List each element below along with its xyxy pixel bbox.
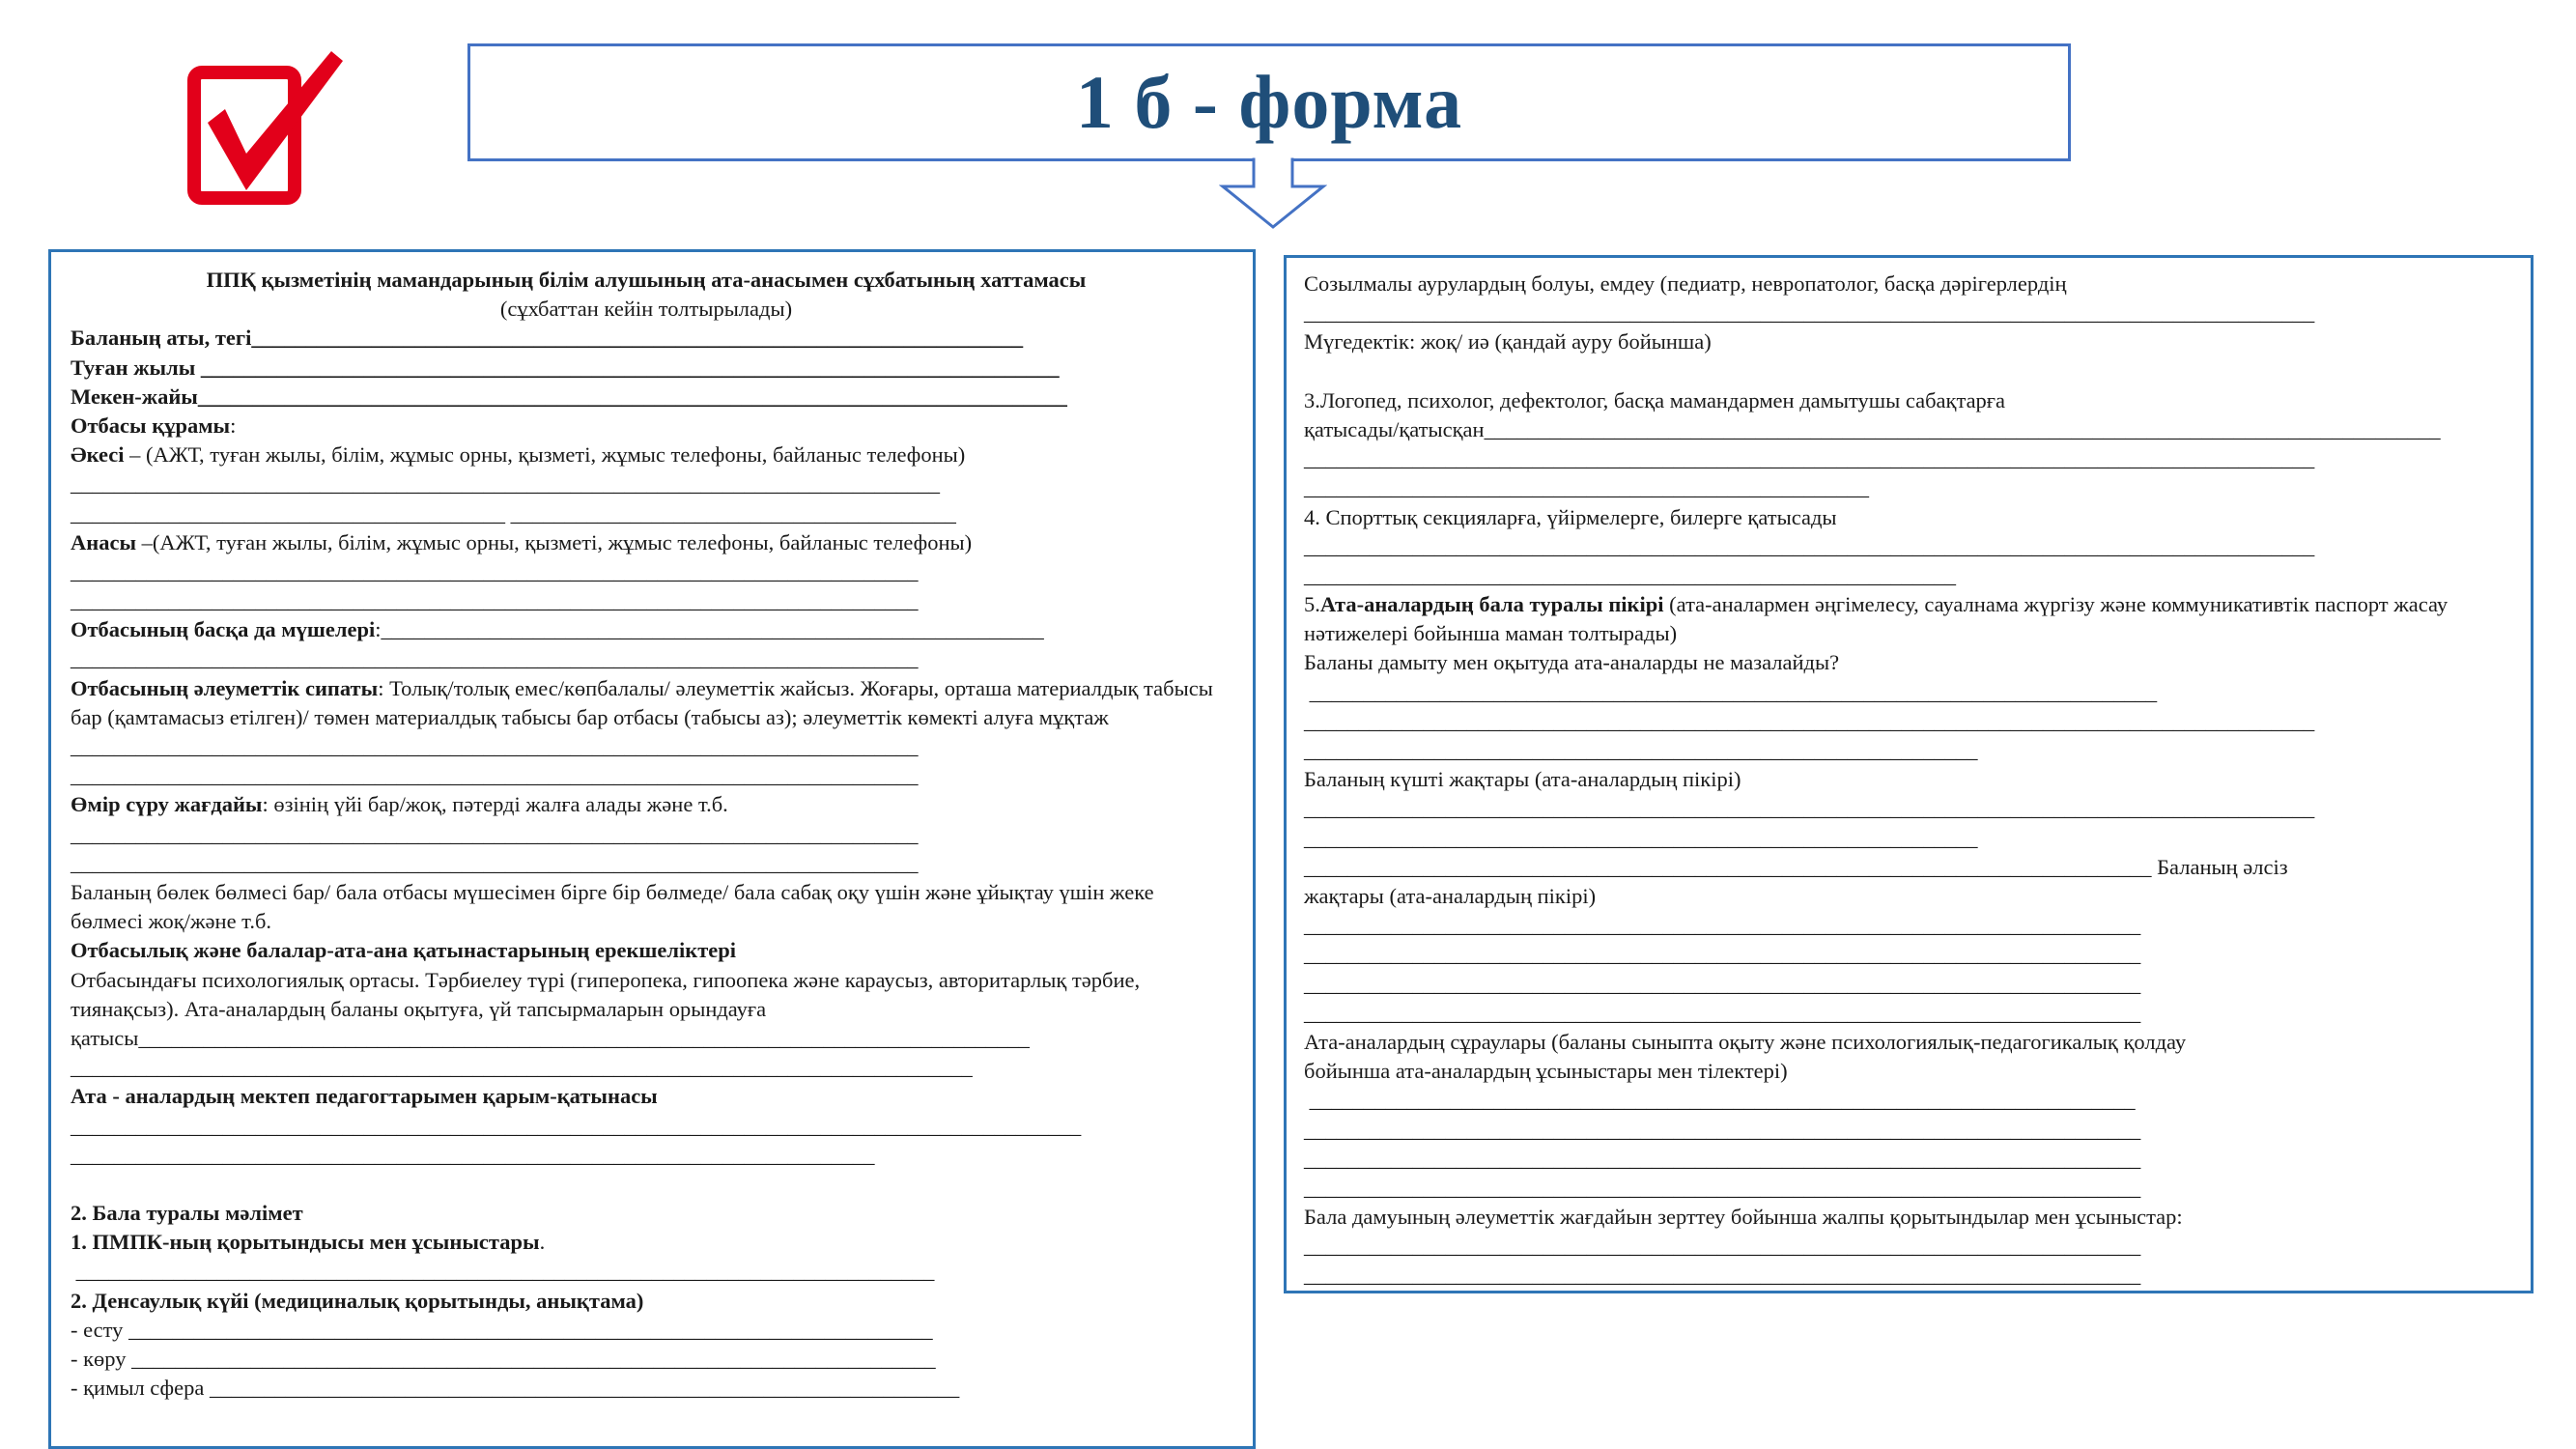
social-line-2[interactable]: ______________________________________________________________________________ [71,763,919,788]
title-banner [467,43,2071,161]
interview-protocol-panel [48,249,1256,1449]
participation-field[interactable]: қатысы__________________________________________________________________________________ [71,1025,1030,1050]
weaknesses-line-3[interactable]: _____________________________________________________________________________ [1304,971,2141,996]
specialists-line-2[interactable]: ____________________________________________________ [1304,475,1869,500]
sports-text: 4. Спорттық секцияларға, үйірмелерге, билерге қатысады [1304,504,1837,529]
psych-climate-text: Отбасындағы психологиялық ортасы. Тәрбиелеу түрі (гиперопека, гипоопека және караусыз, авторитарлық тәрбие, тиянақсыз). Ата-аналардың баланы оқытуға, үй тапсырмаларын орындауға [71,967,1141,1021]
living-conditions-text: Өмір сүру жағдайы: өзінің үйі бар/жоқ, пәтерді жалға алады және т.б. [71,792,728,817]
family-composition-label: Отбасы құрамы: [71,412,237,438]
other-members-field[interactable]: Отбасының басқа да мүшелері:_____________________________________________________________ [71,617,1044,642]
child-name-field[interactable]: Баланың аты, тегі_______________________________________________________________________ [71,326,1024,351]
other-members-line[interactable]: ______________________________________________________________________________ [71,646,919,671]
teacher-relations-line-2[interactable]: __________________________________________________________________________ [71,1142,875,1167]
social-line-1[interactable]: ______________________________________________________________________________ [71,734,919,759]
strengths-line-1[interactable]: _____________________________________________________________________________________________ [1304,796,2315,821]
page-title: 1 б - форма [1075,60,1463,144]
conclusions-line-1[interactable]: _____________________________________________________________________________ [1304,1234,2141,1259]
chronic-diseases-text: Созылмалы аурулардың болуы, емдеу (педиатр, невропатолог, басқа дәрігерлердің [1304,271,2067,296]
relations-heading: Отбасылық және балалар-ата-ана қатынастарының ерекшеліктері [71,938,737,963]
address-field[interactable]: Мекен-жайы________________________________________________________________________________ [71,384,1067,409]
motor-field[interactable]: - қимыл сфера _____________________________________________________________________ [71,1376,960,1401]
chronic-line[interactable]: _____________________________________________________________________________________________ [1304,300,2315,326]
social-status-text: Отбасының әлеуметтік сипаты: Толық/толық емес/көпбалалы/ әлеуметтік жайсыз. Жоғары, орташа материалдық табысы бар (қамтамасыз етілген)/ төмен материалдық табысы бар отбасы (табысы аз); әлеуметтік көмекті алуға мұқтаж [71,675,1213,729]
parents-opinion-text: 5.Ата-аналардың бала туралы пікірі (ата-аналармен әңгімелесу, сауалнама жүргізу және коммуникативтік паспорт жасау нәтижелері бойынша маман толтырады) [1304,592,2449,646]
mother-info-label: Анасы –(АЖТ, туған жылы, білім, жұмыс орны, қызметі, жұмыс телефоны, байланыс телефоны) [71,529,973,554]
down-arrow-icon [1219,157,1327,230]
living-line-2[interactable]: ______________________________________________________________________________ [71,850,919,875]
protocol-subheading: (сұхбаттан кейін толтырылады) [499,297,793,322]
health-heading: 2. Денсаулық күйі (медициналық қорытынды, анықтама) [71,1288,644,1313]
requests-text: Ата-аналардың сұраулары (баланы сыныпта оқыту және психологиялық-педагогикалық қолдау бойынша ата-аналардың ұсыныстары мен тілектері) [1304,1029,2187,1084]
attends-field[interactable]: қатысады/қатысқан________________________________________________________________________________________ [1304,416,2441,441]
mother-line-2[interactable]: ______________________________________________________________________________ [71,588,919,613]
hearing-field[interactable]: - есту __________________________________________________________________________ [71,1317,933,1342]
vision-field[interactable]: - көру __________________________________________________________________________ [71,1347,936,1372]
requests-line-2[interactable]: _____________________________________________________________________________ [1304,1117,2141,1142]
requests-line-4[interactable]: _____________________________________________________________________________ [1304,1175,2141,1200]
father-info-label: Әкесі – (АЖТ, туған жылы, білім, жұмыс орны, қызметі, жұмыс телефоны, байланыс телефоны) [71,442,966,468]
participation-line[interactable]: ___________________________________________________________________________________ [71,1055,973,1080]
sports-line-1[interactable]: _____________________________________________________________________________________________ [1304,533,2315,558]
requests-line-3[interactable]: _____________________________________________________________________________ [1304,1146,2141,1171]
child-info-panel [1284,255,2534,1293]
specialists-line-1[interactable]: _____________________________________________________________________________________________ [1304,446,2315,471]
teacher-relations-heading: Ата - аналардың мектеп педагогтарымен қарым-қатынасы [71,1084,658,1109]
worries-line-3[interactable]: ______________________________________________________________ [1304,738,1978,763]
weaknesses-line-2[interactable]: _____________________________________________________________________________ [1304,942,2141,967]
weaknesses-line-1[interactable]: _____________________________________________________________________________ [1304,913,2141,938]
weaknesses-field[interactable]: ______________________________________________________________________________ Баланың әлсіз [1304,854,2288,879]
father-line-1[interactable]: ________________________________________________________________________________ [71,471,940,497]
disability-text: Мүгедектік: жоқ/ иә (қандай ауру бойынша) [1304,329,1712,355]
weaknesses-line-4[interactable]: _____________________________________________________________________________ [1304,1000,2141,1025]
teacher-relations-line-1[interactable]: _____________________________________________________________________________________________ [71,1113,1082,1138]
living-line-1[interactable]: ______________________________________________________________________________ [71,821,919,846]
father-line-2[interactable]: ________________________________________ _________________________________________ [71,500,956,526]
checkbox-checkmark-icon [186,45,351,219]
pmpk-heading: 1. ПМПК-ның қорытындысы мен ұсыныстары. [71,1230,546,1255]
requests-line-1[interactable]: ____________________________________________________________________________ [1304,1088,2136,1113]
specialists-text: 3.Логопед, психолог, дефектолог, басқа мамандармен дамытушы сабақтарға [1304,387,2006,412]
worries-line-1[interactable]: ______________________________________________________________________________ [1304,679,2158,704]
conclusions-text: Бала дамуының әлеуметтік жағдайын зерттеу бойынша жалпы қорытындылар мен ұсыныстар: [1304,1205,2183,1230]
conclusions-line-2[interactable]: _____________________________________________________________________________ [1304,1263,2141,1288]
weaknesses-text: жақтары (ата-аналардың пікірі) [1304,883,1597,908]
child-info-heading: 2. Бала туралы мәлімет [71,1201,303,1226]
mother-line-1[interactable]: ______________________________________________________________________________ [71,558,919,583]
birth-year-field[interactable]: Туған жылы _______________________________________________________________________________ [71,355,1060,380]
protocol-heading: ППҚ қызметінің мамандарының білім алушының ата-анасымен сұхбатының хаттамасы [206,268,1087,292]
sports-line-2[interactable]: ____________________________________________________________ [1304,562,1956,587]
strengths-line-2[interactable]: ______________________________________________________________ [1304,825,1978,850]
room-text: Баланың бөлек бөлмесі бар/ бала отбасы мүшесімен бірге бір бөлмеде/ бала сабақ оқу үшін және ұйықтау үшін жеке бөлмесі жоқ/және т.б. [71,879,1154,934]
worries-text: Баланы дамыту мен оқытуда ата-аналарды не мазалайды? [1304,650,1840,675]
pmpk-line[interactable]: _______________________________________________________________________________ [71,1259,935,1284]
strengths-text: Баланың күшті жақтары (ата-аналардың пікірі) [1304,767,1741,792]
worries-line-2[interactable]: _____________________________________________________________________________________________ [1304,708,2315,733]
